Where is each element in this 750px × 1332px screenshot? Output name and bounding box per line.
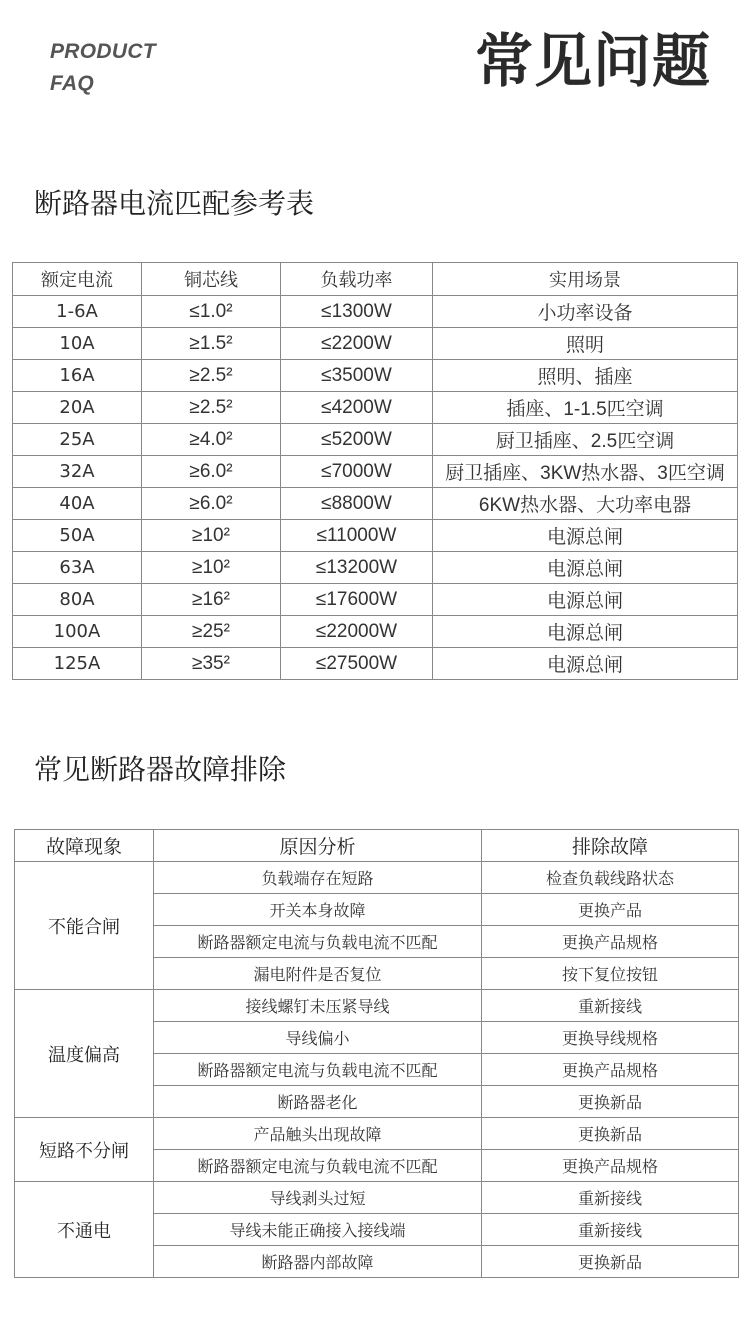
application-cell: 厨卫插座、2.5匹空调 bbox=[433, 424, 738, 456]
cause-cell: 断路器额定电流与负载电流不匹配 bbox=[154, 926, 482, 958]
brand-line-product: PRODUCT bbox=[50, 40, 156, 63]
solution-cell: 重新接线 bbox=[482, 1214, 739, 1246]
solution-cell: 重新接线 bbox=[482, 1182, 739, 1214]
cause-cell: 断路器内部故障 bbox=[154, 1246, 482, 1278]
application-cell: 6KW热水器、大功率电器 bbox=[433, 488, 738, 520]
table-row bbox=[13, 392, 738, 424]
cause-cell: 导线偏小 bbox=[154, 1022, 482, 1054]
application-cell: 照明 bbox=[433, 328, 738, 360]
solution-cell: 更换产品规格 bbox=[482, 1054, 739, 1086]
load-power-cell: ≤27500W bbox=[281, 648, 433, 680]
copper-wire-cell: ≥6.0² bbox=[142, 456, 281, 488]
copper-wire-cell: ≥6.0² bbox=[142, 488, 281, 520]
copper-wire-cell: ≤1.0² bbox=[142, 296, 281, 328]
table-row bbox=[13, 424, 738, 456]
table-row bbox=[15, 1182, 739, 1214]
cause-cell: 负载端存在短路 bbox=[154, 862, 482, 894]
symptom-cell: 温度偏高 bbox=[15, 990, 154, 1118]
application-cell: 照明、插座 bbox=[433, 360, 738, 392]
solution-cell: 更换产品规格 bbox=[482, 926, 739, 958]
table-row bbox=[15, 1118, 739, 1150]
header-application: 实用场景 bbox=[433, 263, 738, 296]
application-cell: 电源总闸 bbox=[433, 552, 738, 584]
solution-cell: 更换新品 bbox=[482, 1118, 739, 1150]
copper-wire-cell: ≥10² bbox=[142, 552, 281, 584]
table-row bbox=[13, 296, 738, 328]
rated-current-cell: 32A bbox=[13, 456, 142, 488]
rated-current-cell: 25A bbox=[13, 424, 142, 456]
solution-cell: 更换新品 bbox=[482, 1246, 739, 1278]
rated-current-cell: 10A bbox=[13, 328, 142, 360]
load-power-cell: ≤8800W bbox=[281, 488, 433, 520]
table-row bbox=[13, 488, 738, 520]
rated-current-cell: 125A bbox=[13, 648, 142, 680]
table-row bbox=[15, 990, 739, 1022]
copper-wire-cell: ≥16² bbox=[142, 584, 281, 616]
brand-label bbox=[50, 36, 156, 100]
load-power-cell: ≤13200W bbox=[281, 552, 433, 584]
table-row bbox=[13, 328, 738, 360]
cause-cell: 漏电附件是否复位 bbox=[154, 958, 482, 990]
symptom-cell: 不能合闸 bbox=[15, 862, 154, 990]
solution-cell: 更换产品 bbox=[482, 894, 739, 926]
application-cell: 电源总闸 bbox=[433, 584, 738, 616]
troubleshoot-title: 常见断路器故障排除 bbox=[34, 753, 287, 786]
cause-cell: 开关本身故障 bbox=[154, 894, 482, 926]
rated-current-cell: 16A bbox=[13, 360, 142, 392]
cause-cell: 断路器额定电流与负载电流不匹配 bbox=[154, 1150, 482, 1182]
copper-wire-cell: ≥25² bbox=[142, 616, 281, 648]
table-header-row bbox=[13, 263, 738, 296]
load-power-cell: ≤11000W bbox=[281, 520, 433, 552]
brand-line-faq: FAQ bbox=[50, 72, 95, 95]
load-power-cell: ≤3500W bbox=[281, 360, 433, 392]
cause-cell: 产品触头出现故障 bbox=[154, 1118, 482, 1150]
table-row bbox=[15, 862, 739, 894]
table-row bbox=[13, 616, 738, 648]
header-load-power: 负载功率 bbox=[281, 263, 433, 296]
solution-cell: 检查负载线路状态 bbox=[482, 862, 739, 894]
application-cell: 电源总闸 bbox=[433, 520, 738, 552]
copper-wire-cell: ≥2.5² bbox=[142, 392, 281, 424]
application-cell: 电源总闸 bbox=[433, 648, 738, 680]
load-power-cell: ≤1300W bbox=[281, 296, 433, 328]
rated-current-cell: 63A bbox=[13, 552, 142, 584]
current-table-title: 断路器电流匹配参考表 bbox=[34, 187, 315, 220]
solution-cell: 重新接线 bbox=[482, 990, 739, 1022]
load-power-cell: ≤5200W bbox=[281, 424, 433, 456]
rated-current-cell: 1-6A bbox=[13, 296, 142, 328]
rated-current-cell: 100A bbox=[13, 616, 142, 648]
solution-cell: 更换导线规格 bbox=[482, 1022, 739, 1054]
copper-wire-cell: ≥4.0² bbox=[142, 424, 281, 456]
copper-wire-cell: ≥2.5² bbox=[142, 360, 281, 392]
application-cell: 电源总闸 bbox=[433, 616, 738, 648]
cause-cell: 导线剥头过短 bbox=[154, 1182, 482, 1214]
load-power-cell: ≤2200W bbox=[281, 328, 433, 360]
rated-current-cell: 80A bbox=[13, 584, 142, 616]
table-row bbox=[13, 552, 738, 584]
header-solution: 排除故障 bbox=[482, 830, 739, 862]
header-copper-wire: 铜芯线 bbox=[142, 263, 281, 296]
current-matching-table bbox=[12, 262, 738, 680]
copper-wire-cell: ≥35² bbox=[142, 648, 281, 680]
symptom-cell: 短路不分闸 bbox=[15, 1118, 154, 1182]
load-power-cell: ≤4200W bbox=[281, 392, 433, 424]
rated-current-cell: 20A bbox=[13, 392, 142, 424]
load-power-cell: ≤7000W bbox=[281, 456, 433, 488]
symptom-cell: 不通电 bbox=[15, 1182, 154, 1278]
table-row bbox=[13, 520, 738, 552]
table-row bbox=[13, 648, 738, 680]
rated-current-cell: 40A bbox=[13, 488, 142, 520]
cause-cell: 接线螺钉未压紧导线 bbox=[154, 990, 482, 1022]
troubleshoot-table bbox=[14, 829, 739, 1278]
copper-wire-cell: ≥10² bbox=[142, 520, 281, 552]
table-row bbox=[13, 456, 738, 488]
table-header-row bbox=[15, 830, 739, 862]
application-cell: 插座、1-1.5匹空调 bbox=[433, 392, 738, 424]
cause-cell: 断路器老化 bbox=[154, 1086, 482, 1118]
application-cell: 厨卫插座、3KW热水器、3匹空调 bbox=[433, 456, 738, 488]
copper-wire-cell: ≥1.5² bbox=[142, 328, 281, 360]
solution-cell: 按下复位按钮 bbox=[482, 958, 739, 990]
cause-cell: 断路器额定电流与负载电流不匹配 bbox=[154, 1054, 482, 1086]
load-power-cell: ≤22000W bbox=[281, 616, 433, 648]
rated-current-cell: 50A bbox=[13, 520, 142, 552]
load-power-cell: ≤17600W bbox=[281, 584, 433, 616]
application-cell: 小功率设备 bbox=[433, 296, 738, 328]
solution-cell: 更换产品规格 bbox=[482, 1150, 739, 1182]
table-row bbox=[13, 360, 738, 392]
cause-cell: 导线未能正确接入接线端 bbox=[154, 1214, 482, 1246]
header-symptom: 故障现象 bbox=[15, 830, 154, 862]
header-rated-current: 额定电流 bbox=[13, 263, 142, 296]
solution-cell: 更换新品 bbox=[482, 1086, 739, 1118]
page-title: 常见问题 bbox=[475, 27, 712, 95]
header-cause: 原因分析 bbox=[154, 830, 482, 862]
table-row bbox=[13, 584, 738, 616]
